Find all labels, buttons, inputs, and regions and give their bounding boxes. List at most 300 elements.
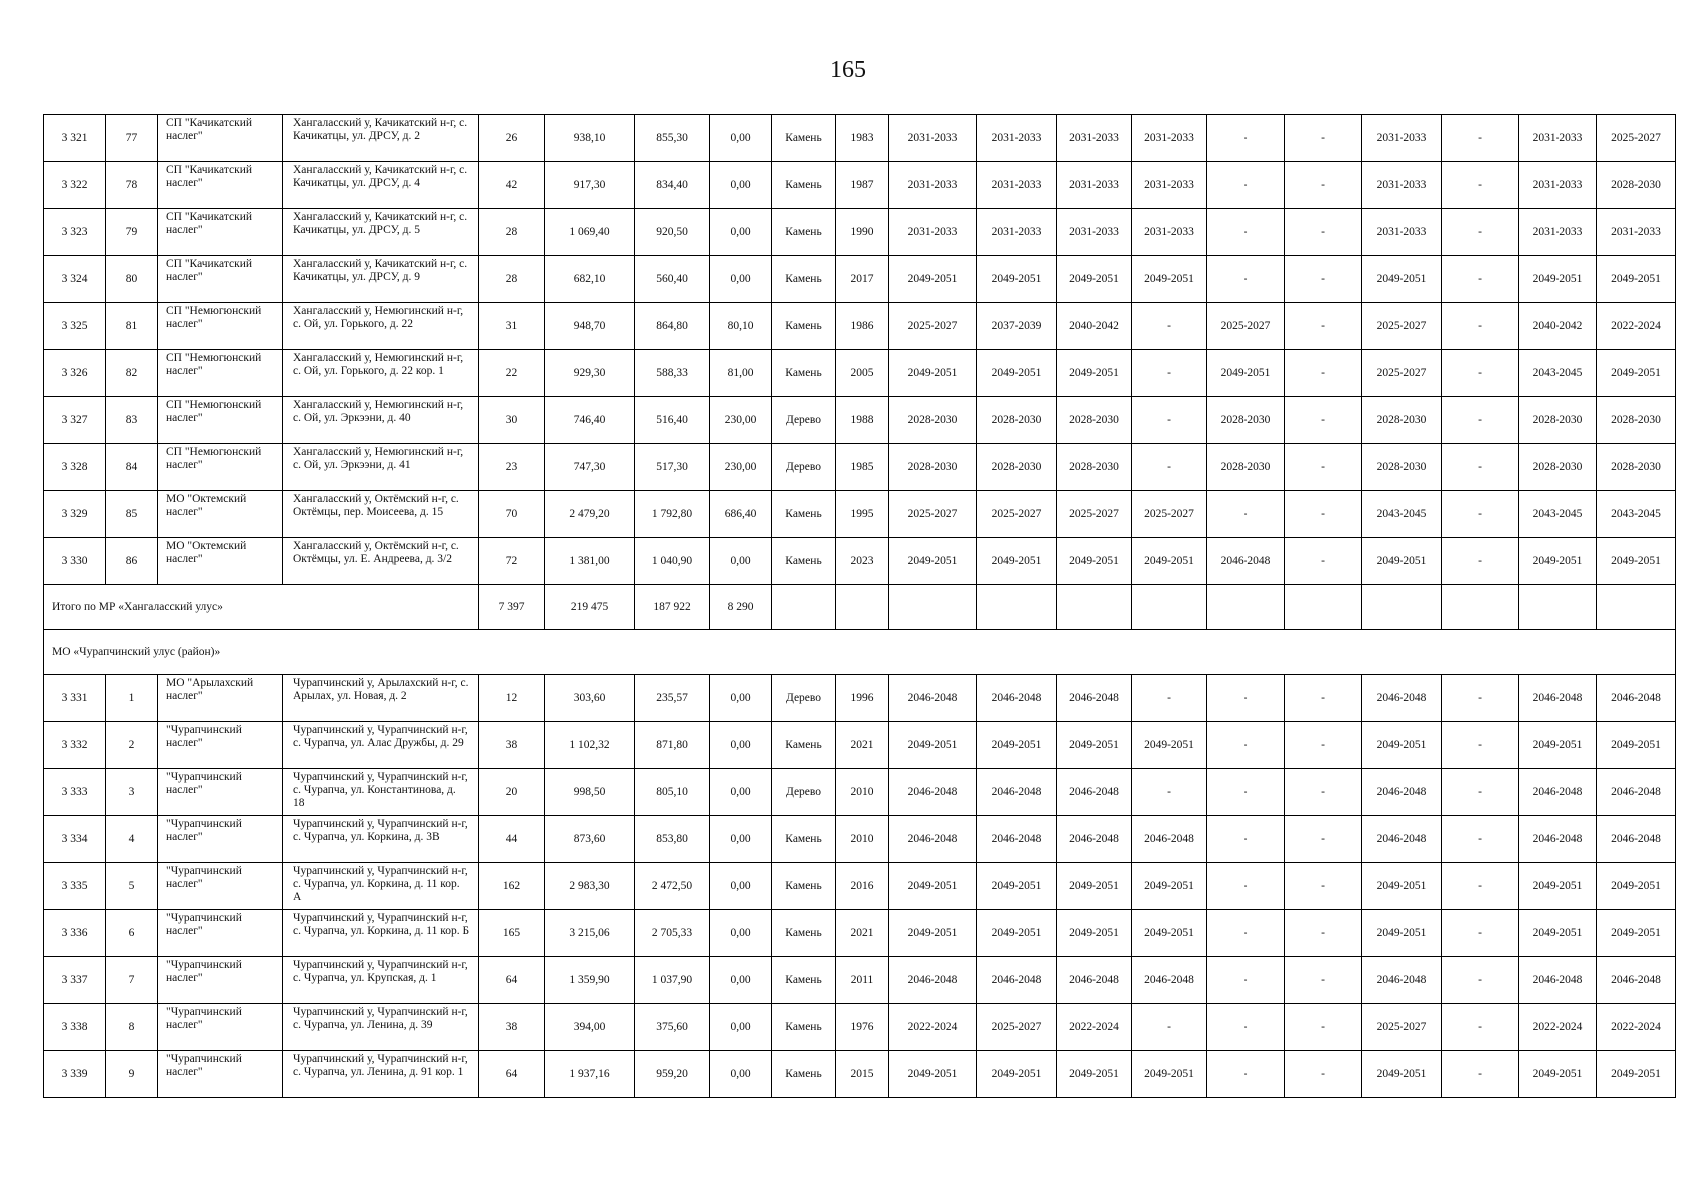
apartments-count-cell: 38 — [479, 1004, 545, 1051]
period-2-cell: 2049-2051 — [977, 538, 1057, 585]
record-number-cell: 3 328 — [44, 444, 106, 491]
period-2-cell: 2031-2033 — [977, 162, 1057, 209]
period-2-cell: 2031-2033 — [977, 209, 1057, 256]
apartments-count-cell: 23 — [479, 444, 545, 491]
address-cell: Чурапчинский у, Чурапчинский н-г, с. Чурапча, ул. Коркина, д. 3В — [283, 816, 479, 863]
wall-material-cell: Дерево — [772, 769, 836, 816]
period-7-cell: 2043-2045 — [1362, 491, 1442, 538]
period-1-cell: 2049-2051 — [889, 350, 977, 397]
entry-number-cell: 2 — [106, 722, 158, 769]
period-5-cell: - — [1207, 491, 1285, 538]
period-9-cell: 2049-2051 — [1519, 722, 1597, 769]
period-4-cell: 2025-2027 — [1132, 491, 1207, 538]
entry-number-cell: 85 — [106, 491, 158, 538]
table-row — [44, 1004, 1676, 1051]
period-4-cell: - — [1132, 350, 1207, 397]
total-area-cell: 1 069,40 — [545, 209, 635, 256]
record-number-cell: 3 326 — [44, 350, 106, 397]
period-8-cell: - — [1442, 115, 1519, 162]
total-area-cell: 1 102,32 — [545, 722, 635, 769]
period-5-cell: - — [1207, 162, 1285, 209]
record-number-cell: 3 337 — [44, 957, 106, 1004]
period-10-cell: 2022-2024 — [1597, 303, 1676, 350]
living-area-cell: 516,40 — [635, 397, 710, 444]
wall-material-cell: Камень — [772, 256, 836, 303]
period-1-cell: 2031-2033 — [889, 162, 977, 209]
period-3-cell: 2022-2024 — [1057, 1004, 1132, 1051]
period-4-cell: 2049-2051 — [1132, 722, 1207, 769]
period-3-cell: 2046-2048 — [1057, 675, 1132, 722]
empty-cell — [1132, 585, 1207, 630]
period-1-cell: 2049-2051 — [889, 722, 977, 769]
period-10-cell: 2046-2048 — [1597, 769, 1676, 816]
period-8-cell: - — [1442, 397, 1519, 444]
period-8-cell: - — [1442, 350, 1519, 397]
table-row — [44, 675, 1676, 722]
wall-material-cell: Камень — [772, 863, 836, 910]
period-6-cell: - — [1285, 303, 1362, 350]
year-built-cell: 1988 — [836, 397, 889, 444]
municipality-name-cell: "Чурапчинский наслег" — [158, 1004, 283, 1051]
period-6-cell: - — [1285, 675, 1362, 722]
non-residential-area-cell: 81,00 — [710, 350, 772, 397]
period-5-cell: 2028-2030 — [1207, 397, 1285, 444]
period-10-cell: 2049-2051 — [1597, 256, 1676, 303]
empty-cell — [836, 585, 889, 630]
period-7-cell: 2028-2030 — [1362, 397, 1442, 444]
section-heading: МО «Чурапчинский улус (район)» — [44, 630, 1676, 675]
period-5-cell: - — [1207, 816, 1285, 863]
address-cell: Хангаласский у, Немюгинский н-г, с. Ой, ул. Горького, д. 22 — [283, 303, 479, 350]
table-row — [44, 816, 1676, 863]
municipality-name-cell: "Чурапчинский наслег" — [158, 769, 283, 816]
table-row — [44, 397, 1676, 444]
period-5-cell: - — [1207, 1051, 1285, 1098]
period-3-cell: 2049-2051 — [1057, 910, 1132, 957]
period-1-cell: 2031-2033 — [889, 209, 977, 256]
record-number-cell: 3 323 — [44, 209, 106, 256]
period-7-cell: 2025-2027 — [1362, 350, 1442, 397]
period-10-cell: 2028-2030 — [1597, 162, 1676, 209]
total-area-cell: 2 983,30 — [545, 863, 635, 910]
non-residential-area-cell: 0,00 — [710, 1051, 772, 1098]
wall-material-cell: Камень — [772, 957, 836, 1004]
apartments-count-cell: 64 — [479, 1051, 545, 1098]
wall-material-cell: Дерево — [772, 675, 836, 722]
empty-cell — [1597, 585, 1676, 630]
period-9-cell: 2043-2045 — [1519, 350, 1597, 397]
period-1-cell: 2049-2051 — [889, 256, 977, 303]
table-row — [44, 863, 1676, 910]
period-2-cell: 2049-2051 — [977, 910, 1057, 957]
total-area-cell: 1 937,16 — [545, 1051, 635, 1098]
apartments-count-cell: 31 — [479, 303, 545, 350]
period-9-cell: 2049-2051 — [1519, 910, 1597, 957]
period-1-cell: 2049-2051 — [889, 910, 977, 957]
period-5-cell: - — [1207, 910, 1285, 957]
record-number-cell: 3 322 — [44, 162, 106, 209]
period-9-cell: 2046-2048 — [1519, 957, 1597, 1004]
period-6-cell: - — [1285, 538, 1362, 585]
living-area-cell: 855,30 — [635, 115, 710, 162]
period-5-cell: - — [1207, 675, 1285, 722]
period-10-cell: 2049-2051 — [1597, 1051, 1676, 1098]
section-row — [44, 630, 1676, 675]
period-4-cell: 2049-2051 — [1132, 538, 1207, 585]
non-residential-area-cell: 0,00 — [710, 957, 772, 1004]
record-number-cell: 3 332 — [44, 722, 106, 769]
table-row — [44, 910, 1676, 957]
apartments-count-cell: 42 — [479, 162, 545, 209]
period-9-cell: 2049-2051 — [1519, 863, 1597, 910]
period-9-cell: 2043-2045 — [1519, 491, 1597, 538]
record-number-cell: 3 329 — [44, 491, 106, 538]
table-row — [44, 444, 1676, 491]
entry-number-cell: 9 — [106, 1051, 158, 1098]
period-2-cell: 2046-2048 — [977, 957, 1057, 1004]
apartments-count-cell: 28 — [479, 256, 545, 303]
period-4-cell: - — [1132, 769, 1207, 816]
year-built-cell: 1976 — [836, 1004, 889, 1051]
municipality-name-cell: "Чурапчинский наслег" — [158, 863, 283, 910]
total-area-cell: 682,10 — [545, 256, 635, 303]
entry-number-cell: 4 — [106, 816, 158, 863]
total-area-cell: 303,60 — [545, 675, 635, 722]
living-area-cell: 853,80 — [635, 816, 710, 863]
period-4-cell: 2049-2051 — [1132, 863, 1207, 910]
period-5-cell: - — [1207, 256, 1285, 303]
table-row — [44, 162, 1676, 209]
period-7-cell: 2049-2051 — [1362, 538, 1442, 585]
record-number-cell: 3 331 — [44, 675, 106, 722]
year-built-cell: 1990 — [836, 209, 889, 256]
period-2-cell: 2028-2030 — [977, 444, 1057, 491]
period-7-cell: 2046-2048 — [1362, 957, 1442, 1004]
living-area-cell: 375,60 — [635, 1004, 710, 1051]
period-7-cell: 2049-2051 — [1362, 1051, 1442, 1098]
period-10-cell: 2043-2045 — [1597, 491, 1676, 538]
address-cell: Чурапчинский у, Арылахский н-г, с. Арылах, ул. Новая, д. 2 — [283, 675, 479, 722]
period-6-cell: - — [1285, 1004, 1362, 1051]
municipality-name-cell: "Чурапчинский наслег" — [158, 816, 283, 863]
municipality-name-cell: СП "Немюгюнский наслег" — [158, 397, 283, 444]
period-9-cell: 2031-2033 — [1519, 115, 1597, 162]
total-area-cell: 1 359,90 — [545, 957, 635, 1004]
address-cell: Хангаласский у, Качикатский н-г, с. Качикатцы, ул. ДРСУ, д. 5 — [283, 209, 479, 256]
record-number-cell: 3 325 — [44, 303, 106, 350]
non-residential-area-cell: 0,00 — [710, 722, 772, 769]
municipality-name-cell: МО "Октемский наслег" — [158, 538, 283, 585]
period-3-cell: 2049-2051 — [1057, 863, 1132, 910]
period-1-cell: 2028-2030 — [889, 397, 977, 444]
address-cell: Хангаласский у, Качикатский н-г, с. Качикатцы, ул. ДРСУ, д. 2 — [283, 115, 479, 162]
period-4-cell: 2049-2051 — [1132, 1051, 1207, 1098]
municipality-name-cell: "Чурапчинский наслег" — [158, 722, 283, 769]
municipality-name-cell: СП "Немюгюнский наслег" — [158, 444, 283, 491]
period-7-cell: 2046-2048 — [1362, 816, 1442, 863]
period-8-cell: - — [1442, 675, 1519, 722]
period-4-cell: - — [1132, 1004, 1207, 1051]
living-area-cell: 959,20 — [635, 1051, 710, 1098]
total-value-cell: 7 397 — [479, 585, 545, 630]
entry-number-cell: 83 — [106, 397, 158, 444]
period-5-cell: 2046-2048 — [1207, 538, 1285, 585]
period-9-cell: 2022-2024 — [1519, 1004, 1597, 1051]
period-5-cell: - — [1207, 1004, 1285, 1051]
year-built-cell: 2021 — [836, 722, 889, 769]
entry-number-cell: 6 — [106, 910, 158, 957]
period-8-cell: - — [1442, 491, 1519, 538]
period-5-cell: - — [1207, 115, 1285, 162]
non-residential-area-cell: 0,00 — [710, 256, 772, 303]
period-3-cell: 2046-2048 — [1057, 957, 1132, 1004]
year-built-cell: 1996 — [836, 675, 889, 722]
period-2-cell: 2046-2048 — [977, 816, 1057, 863]
empty-cell — [1362, 585, 1442, 630]
period-6-cell: - — [1285, 256, 1362, 303]
wall-material-cell: Дерево — [772, 397, 836, 444]
entry-number-cell: 84 — [106, 444, 158, 491]
period-6-cell: - — [1285, 816, 1362, 863]
period-4-cell: 2031-2033 — [1132, 115, 1207, 162]
period-4-cell: - — [1132, 303, 1207, 350]
address-cell: Хангаласский у, Немюгинский н-г, с. Ой, ул. Эркээни, д. 41 — [283, 444, 479, 491]
period-10-cell: 2049-2051 — [1597, 538, 1676, 585]
record-number-cell: 3 324 — [44, 256, 106, 303]
municipality-name-cell: "Чурапчинский наслег" — [158, 957, 283, 1004]
address-cell: Хангаласский у, Качикатский н-г, с. Качикатцы, ул. ДРСУ, д. 9 — [283, 256, 479, 303]
apartments-count-cell: 28 — [479, 209, 545, 256]
period-3-cell: 2046-2048 — [1057, 769, 1132, 816]
period-6-cell: - — [1285, 863, 1362, 910]
period-2-cell: 2049-2051 — [977, 256, 1057, 303]
period-2-cell: 2046-2048 — [977, 769, 1057, 816]
apartments-count-cell: 22 — [479, 350, 545, 397]
period-5-cell: - — [1207, 722, 1285, 769]
period-6-cell: - — [1285, 910, 1362, 957]
apartments-count-cell: 44 — [479, 816, 545, 863]
address-cell: Хангаласский у, Немюгинский н-г, с. Ой, ул. Горького, д. 22 кор. 1 — [283, 350, 479, 397]
period-3-cell: 2028-2030 — [1057, 397, 1132, 444]
period-3-cell: 2049-2051 — [1057, 1051, 1132, 1098]
period-8-cell: - — [1442, 209, 1519, 256]
wall-material-cell: Камень — [772, 350, 836, 397]
period-10-cell: 2046-2048 — [1597, 675, 1676, 722]
period-7-cell: 2031-2033 — [1362, 209, 1442, 256]
period-4-cell: - — [1132, 444, 1207, 491]
total-area-cell: 3 215,06 — [545, 910, 635, 957]
period-3-cell: 2025-2027 — [1057, 491, 1132, 538]
period-8-cell: - — [1442, 256, 1519, 303]
period-8-cell: - — [1442, 769, 1519, 816]
period-3-cell: 2028-2030 — [1057, 444, 1132, 491]
apartments-count-cell: 162 — [479, 863, 545, 910]
table-body — [44, 115, 1676, 1098]
total-area-cell: 917,30 — [545, 162, 635, 209]
empty-cell — [1207, 585, 1285, 630]
non-residential-area-cell: 0,00 — [710, 538, 772, 585]
period-7-cell: 2028-2030 — [1362, 444, 1442, 491]
period-7-cell: 2049-2051 — [1362, 910, 1442, 957]
empty-cell — [772, 585, 836, 630]
period-2-cell: 2025-2027 — [977, 491, 1057, 538]
non-residential-area-cell: 0,00 — [710, 162, 772, 209]
period-5-cell: - — [1207, 209, 1285, 256]
period-10-cell: 2025-2027 — [1597, 115, 1676, 162]
empty-cell — [1057, 585, 1132, 630]
total-area-cell: 938,10 — [545, 115, 635, 162]
period-7-cell: 2031-2033 — [1362, 115, 1442, 162]
period-9-cell: 2049-2051 — [1519, 1051, 1597, 1098]
table-row — [44, 1051, 1676, 1098]
period-6-cell: - — [1285, 957, 1362, 1004]
period-6-cell: - — [1285, 769, 1362, 816]
period-1-cell: 2046-2048 — [889, 675, 977, 722]
period-9-cell: 2049-2051 — [1519, 538, 1597, 585]
period-6-cell: - — [1285, 1051, 1362, 1098]
period-3-cell: 2046-2048 — [1057, 816, 1132, 863]
apartments-count-cell: 20 — [479, 769, 545, 816]
table-row — [44, 722, 1676, 769]
period-10-cell: 2049-2051 — [1597, 863, 1676, 910]
total-area-cell: 929,30 — [545, 350, 635, 397]
total-area-cell: 394,00 — [545, 1004, 635, 1051]
non-residential-area-cell: 0,00 — [710, 816, 772, 863]
period-5-cell: - — [1207, 957, 1285, 1004]
empty-cell — [977, 585, 1057, 630]
non-residential-area-cell: 686,40 — [710, 491, 772, 538]
living-area-cell: 2 472,50 — [635, 863, 710, 910]
total-value-cell: 8 290 — [710, 585, 772, 630]
period-7-cell: 2049-2051 — [1362, 722, 1442, 769]
period-10-cell: 2049-2051 — [1597, 910, 1676, 957]
period-5-cell: 2028-2030 — [1207, 444, 1285, 491]
entry-number-cell: 7 — [106, 957, 158, 1004]
living-area-cell: 834,40 — [635, 162, 710, 209]
year-built-cell: 2017 — [836, 256, 889, 303]
wall-material-cell: Камень — [772, 115, 836, 162]
period-3-cell: 2031-2033 — [1057, 162, 1132, 209]
period-9-cell: 2028-2030 — [1519, 444, 1597, 491]
living-area-cell: 871,80 — [635, 722, 710, 769]
period-6-cell: - — [1285, 209, 1362, 256]
period-1-cell: 2046-2048 — [889, 769, 977, 816]
address-cell: Чурапчинский у, Чурапчинский н-г, с. Чурапча, ул. Коркина, д. 11 кор. А — [283, 863, 479, 910]
year-built-cell: 2010 — [836, 816, 889, 863]
table-row — [44, 209, 1676, 256]
non-residential-area-cell: 230,00 — [710, 444, 772, 491]
period-7-cell: 2025-2027 — [1362, 303, 1442, 350]
period-6-cell: - — [1285, 444, 1362, 491]
period-3-cell: 2049-2051 — [1057, 350, 1132, 397]
housing-repair-table — [43, 114, 1676, 1098]
municipality-name-cell: СП "Немюгюнский наслег" — [158, 350, 283, 397]
wall-material-cell: Камень — [772, 1004, 836, 1051]
total-label: Итого по МР «Хангаласский улус» — [44, 585, 479, 630]
period-1-cell: 2025-2027 — [889, 303, 977, 350]
period-2-cell: 2049-2051 — [977, 350, 1057, 397]
wall-material-cell: Дерево — [772, 444, 836, 491]
period-8-cell: - — [1442, 910, 1519, 957]
year-built-cell: 1985 — [836, 444, 889, 491]
apartments-count-cell: 26 — [479, 115, 545, 162]
period-9-cell: 2046-2048 — [1519, 816, 1597, 863]
period-8-cell: - — [1442, 816, 1519, 863]
living-area-cell: 1 792,80 — [635, 491, 710, 538]
period-9-cell: 2046-2048 — [1519, 769, 1597, 816]
apartments-count-cell: 70 — [479, 491, 545, 538]
non-residential-area-cell: 0,00 — [710, 115, 772, 162]
period-1-cell: 2049-2051 — [889, 863, 977, 910]
period-2-cell: 2031-2033 — [977, 115, 1057, 162]
municipality-name-cell: СП "Немюгюнский наслег" — [158, 303, 283, 350]
period-1-cell: 2025-2027 — [889, 491, 977, 538]
period-9-cell: 2040-2042 — [1519, 303, 1597, 350]
year-built-cell: 2015 — [836, 1051, 889, 1098]
entry-number-cell: 5 — [106, 863, 158, 910]
wall-material-cell: Камень — [772, 816, 836, 863]
period-1-cell: 2031-2033 — [889, 115, 977, 162]
period-7-cell: 2049-2051 — [1362, 863, 1442, 910]
municipality-name-cell: СП "Качикатский наслег" — [158, 256, 283, 303]
period-3-cell: 2049-2051 — [1057, 538, 1132, 585]
period-5-cell: - — [1207, 769, 1285, 816]
entry-number-cell: 1 — [106, 675, 158, 722]
year-built-cell: 2005 — [836, 350, 889, 397]
address-cell: Чурапчинский у, Чурапчинский н-г, с. Чурапча, ул. Коркина, д. 11 кор. Б — [283, 910, 479, 957]
record-number-cell: 3 333 — [44, 769, 106, 816]
living-area-cell: 560,40 — [635, 256, 710, 303]
record-number-cell: 3 327 — [44, 397, 106, 444]
record-number-cell: 3 330 — [44, 538, 106, 585]
entry-number-cell: 82 — [106, 350, 158, 397]
municipality-name-cell: СП "Качикатский наслег" — [158, 162, 283, 209]
period-1-cell: 2049-2051 — [889, 1051, 977, 1098]
period-4-cell: 2049-2051 — [1132, 910, 1207, 957]
record-number-cell: 3 339 — [44, 1051, 106, 1098]
period-9-cell: 2031-2033 — [1519, 209, 1597, 256]
wall-material-cell: Камень — [772, 538, 836, 585]
page-number: 165 — [830, 57, 866, 83]
apartments-count-cell: 38 — [479, 722, 545, 769]
period-9-cell: 2031-2033 — [1519, 162, 1597, 209]
period-1-cell: 2046-2048 — [889, 816, 977, 863]
total-area-cell: 998,50 — [545, 769, 635, 816]
living-area-cell: 517,30 — [635, 444, 710, 491]
municipality-name-cell: МО "Арылахский наслег" — [158, 675, 283, 722]
address-cell: Чурапчинский у, Чурапчинский н-г, с. Чурапча, ул. Ленина, д. 91 кор. 1 — [283, 1051, 479, 1098]
period-3-cell: 2031-2033 — [1057, 115, 1132, 162]
wall-material-cell: Камень — [772, 1051, 836, 1098]
period-2-cell: 2028-2030 — [977, 397, 1057, 444]
record-number-cell: 3 334 — [44, 816, 106, 863]
period-8-cell: - — [1442, 1051, 1519, 1098]
period-5-cell: - — [1207, 863, 1285, 910]
non-residential-area-cell: 230,00 — [710, 397, 772, 444]
period-2-cell: 2025-2027 — [977, 1004, 1057, 1051]
period-7-cell: 2046-2048 — [1362, 769, 1442, 816]
non-residential-area-cell: 0,00 — [710, 209, 772, 256]
year-built-cell: 1987 — [836, 162, 889, 209]
total-area-cell: 2 479,20 — [545, 491, 635, 538]
year-built-cell: 1983 — [836, 115, 889, 162]
apartments-count-cell: 64 — [479, 957, 545, 1004]
year-built-cell: 2010 — [836, 769, 889, 816]
address-cell: Хангаласский у, Октёмский н-г, с. Октёмцы, ул. Е. Андреева, д. 3/2 — [283, 538, 479, 585]
table-row — [44, 303, 1676, 350]
period-8-cell: - — [1442, 538, 1519, 585]
wall-material-cell: Камень — [772, 491, 836, 538]
